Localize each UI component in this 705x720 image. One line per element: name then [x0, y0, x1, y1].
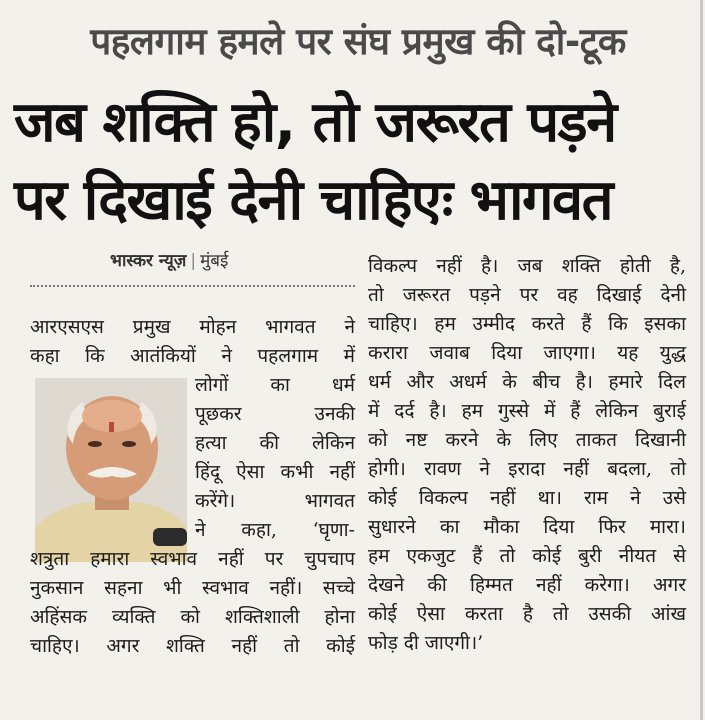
text-line: कोई विकल्प नहीं था। राम ने उसे — [368, 487, 686, 509]
text-line: को नष्ट करने के लिए ताकत दिखानी — [368, 429, 686, 451]
text-line: होगी। रावण ने इरादा नहीं बदला, तो — [368, 458, 686, 480]
text-line: आरएसएस प्रमुख मोहन भागवत ने — [30, 316, 355, 338]
text-line: नुकसान सहना भी स्वभाव नहीं। सच्चे — [30, 577, 355, 599]
text-line: ने कहा, ‘घृणा- — [195, 519, 355, 541]
right-column — [368, 252, 686, 658]
byline — [110, 248, 228, 271]
column-rule — [700, 0, 703, 720]
text-line: शत्रुता हमारा स्वभाव नहीं पर चुपचाप — [30, 548, 355, 570]
main-headline — [14, 84, 694, 240]
kicker-headline: पहलगाम हमले पर संघ प्रमुख की दो-टूक — [90, 20, 626, 63]
byline-org: भास्कर न्यूज़ — [110, 251, 187, 271]
text-line: में दर्द है। हम गुस्से में हैं लेकिन बुराई — [368, 400, 686, 422]
text-line: करेंगे। भागवत — [195, 490, 355, 512]
left-column — [30, 313, 355, 661]
text-line: तो जरूरत पड़ने पर वह दिखाई देनी — [368, 284, 686, 306]
text-line: करारा जवाब दिया जाएगा। यह युद्ध — [368, 342, 686, 364]
text-line: कहा कि आतंकियों ने पहलगाम में — [30, 345, 355, 367]
text-line: हम एकजुट हैं तो कोई बुरी नीयत से — [368, 545, 686, 567]
text-line: धर्म और अधर्म के बीच है। हमारे दिल — [368, 371, 686, 393]
text-line: हिंदू ऐसा कभी नहीं — [195, 461, 355, 483]
byline-divider — [30, 285, 355, 287]
text-line: विकल्प नहीं है। जब शक्ति होती है, — [368, 255, 686, 277]
text-line: चाहिए। अगर शक्ति नहीं तो कोई — [30, 635, 355, 657]
text-line last: फोड़ दी जाएगी।’ — [368, 632, 484, 654]
text-line: कोई ऐसा करता है तो उसकी आंख — [368, 603, 686, 625]
text-line: सुधारने का मौका दिया फिर मारा। — [368, 516, 686, 538]
byline-separator: | — [190, 251, 197, 271]
text-line: हत्या की लेकिन — [195, 432, 355, 454]
headline-line-1: जब शक्ति हो, तो जरूरत पड़ने — [14, 90, 616, 155]
text-line: चाहिए। हम उम्मीद करते हैं कि इसका — [368, 313, 686, 335]
headline-line-2: पर दिखाई देनी चाहिएः भागवत — [14, 168, 613, 233]
text-line: पूछकर उनकी — [195, 403, 355, 425]
text-line: लोगों का धर्म — [195, 374, 355, 396]
byline-city: मुंबई — [200, 251, 229, 271]
text-line: अहिंसक व्यक्ति को शक्तिशाली होना — [30, 606, 355, 628]
text-line: देखने की हिम्मत नहीं करेगा। अगर — [368, 574, 686, 596]
